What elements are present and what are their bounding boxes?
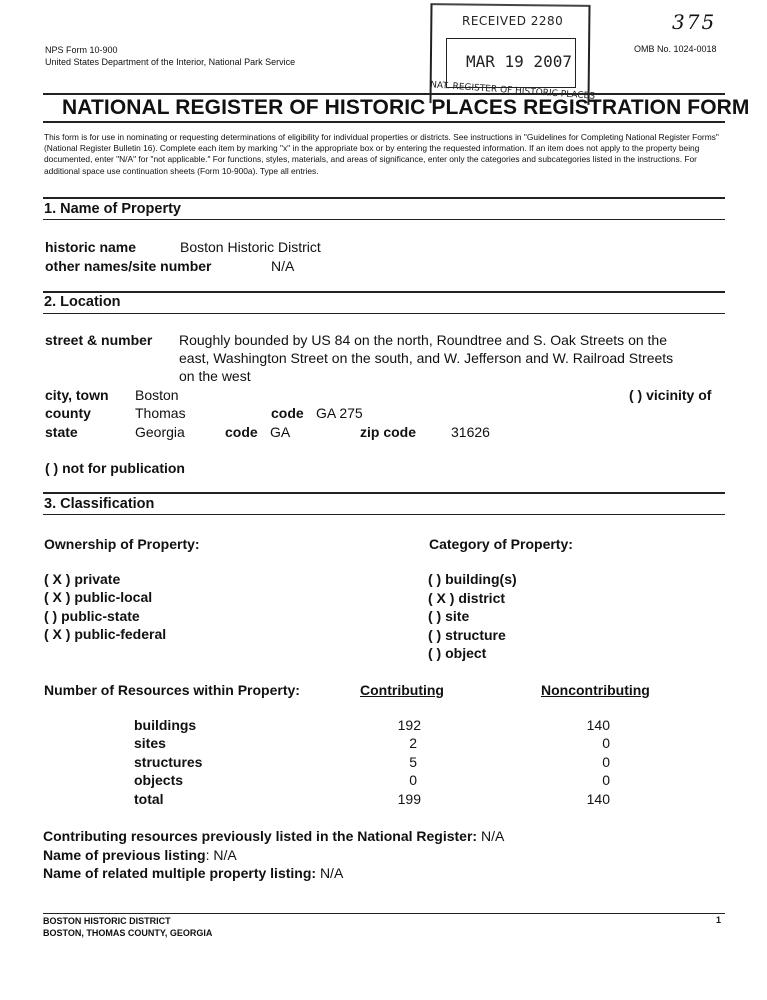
state-label: state	[45, 424, 78, 440]
state-value: Georgia	[135, 424, 185, 440]
department-name: United States Department of the Interior, National Park Service	[45, 57, 296, 67]
checkbox-mark: ( X )	[44, 589, 71, 606]
noncontributing-count: 0	[602, 735, 610, 752]
street-value	[179, 331, 673, 385]
section2-rule-top	[43, 291, 725, 293]
street-line: Roughly bounded by US 84 on the north, Roundtree and S. Oak Streets on the	[179, 332, 667, 348]
section2-heading: 2. Location	[44, 294, 121, 310]
section3-heading: 3. Classification	[44, 496, 155, 512]
historic-name-value: Boston Historic District	[180, 239, 321, 255]
noncontributing-count: 140	[586, 717, 610, 733]
resource-label: total	[134, 790, 164, 807]
contributing-count: 5	[409, 753, 417, 770]
previously-listed-value: N/A	[480, 828, 505, 844]
resources-heading: Number of Resources within Property:	[44, 682, 300, 698]
noncontributing-count: 140	[586, 790, 610, 807]
title-rule-top	[43, 93, 725, 95]
category-label: structure	[445, 626, 506, 643]
table-row	[134, 771, 634, 789]
resource-label: buildings	[134, 717, 197, 733]
ownership-heading: Ownership of Property:	[44, 536, 200, 552]
section1-rule-top	[43, 197, 725, 199]
section1-heading: 1. Name of Property	[44, 201, 181, 217]
stamp-date: MAR 19 2007	[466, 52, 572, 71]
checkbox-mark: ( )	[428, 608, 442, 624]
contributing-count: 199	[397, 790, 421, 807]
stamp-received-text: RECEIVED 2280	[462, 14, 564, 28]
category-item-structure	[428, 626, 517, 645]
checkbox-mark: ( )	[428, 645, 442, 661]
table-row	[134, 790, 634, 808]
resource-label: structures	[134, 753, 203, 770]
footer-line-2: BOSTON, THOMAS COUNTY, GEORGIA	[43, 928, 213, 938]
section3-rule-top	[43, 492, 725, 494]
street-line: on the west	[179, 368, 251, 384]
previous-listing-row: Name of previous listing: N/A	[43, 847, 237, 863]
historic-name-label: historic name	[45, 239, 137, 255]
noncontributing-count: 0	[602, 772, 610, 789]
page-title: NATIONAL REGISTER OF HISTORIC PLACES REGISTRATION FORM	[62, 96, 750, 119]
state-code-value: GA	[270, 424, 291, 440]
instructions-paragraph: This form is for use in nominating or requesting determinations of eligibility for individual properties or districts. See instructions in "Guidelines for Completing National Register Forms" (National Register Bulletin 16). Complete each item by marking "x" in the appropriate box or by entering the requested information. If an item does not apply to the property being documented, enter "N/A" for "not applicable." For functions, styles, materials, and areas of significance, enter only the categories and subcategories listed in the instructions. For additional space use continuation sheets (Form 10-900a). Type all entries.	[44, 132, 719, 176]
previously-listed-label: Contributing resources previously listed in the National Register:	[43, 828, 478, 844]
county-label: county	[45, 405, 91, 421]
zip-value: 31626	[451, 424, 490, 440]
omb-number: OMB No. 1024-0018	[634, 44, 717, 54]
category-label: district	[458, 589, 506, 606]
ownership-label: private	[74, 571, 121, 587]
ownership-label: public-local	[74, 589, 153, 606]
county-value: Thomas	[135, 405, 186, 421]
related-listing-label: Name of related multiple property listing:	[43, 865, 317, 881]
other-names-label: other names/site number	[45, 258, 212, 274]
category-item-buildings	[428, 570, 517, 589]
footer-text	[43, 915, 212, 939]
table-row	[134, 734, 634, 752]
county-code-value: GA 275	[316, 405, 363, 421]
checkbox-mark: ( )	[44, 607, 58, 624]
ownership-list	[44, 570, 166, 643]
resources-table	[134, 716, 634, 808]
previously-listed-row	[43, 827, 504, 845]
not-for-publication-checkbox: ( ) not for publication	[45, 460, 185, 476]
category-item-site	[428, 607, 517, 626]
contributing-count: 2	[409, 735, 417, 752]
category-item-district	[428, 589, 517, 608]
ownership-item-public-state	[44, 607, 166, 625]
ownership-label: public-federal	[74, 625, 167, 642]
category-item-object	[428, 644, 517, 663]
form-header	[45, 44, 295, 68]
contributing-count: 0	[409, 772, 417, 789]
county-code-label: code	[271, 405, 304, 421]
column-header-noncontributing: Noncontributing	[541, 682, 650, 698]
footer-rule	[43, 913, 725, 914]
resource-label: objects	[134, 772, 184, 789]
related-listing-value: N/A	[319, 865, 344, 881]
ownership-item-private	[44, 570, 166, 588]
section3-rule-bottom	[43, 514, 725, 515]
zip-label: zip code	[360, 424, 417, 440]
stamp-bottom-text: NAT. REGISTER OF HISTORIC PLACES	[429, 80, 596, 102]
category-label: object	[445, 645, 487, 661]
title-rule-bottom	[43, 121, 725, 123]
table-row	[134, 753, 634, 771]
previous-listing-value: N/A	[213, 847, 237, 863]
vicinity-checkbox: ( ) vicinity of	[629, 387, 712, 403]
column-header-contributing: Contributing	[360, 682, 444, 698]
table-row	[134, 716, 634, 734]
ownership-item-public-federal	[44, 625, 166, 643]
checkbox-mark: ( )	[428, 626, 442, 643]
related-listing-row	[43, 864, 343, 882]
city-value: Boston	[135, 387, 179, 403]
section1-rule-bottom	[43, 219, 725, 220]
contributing-count: 192	[397, 717, 421, 733]
other-names-value: N/A	[271, 258, 295, 274]
section2-rule-bottom	[43, 313, 725, 314]
page-number: 1	[716, 915, 722, 925]
category-label: site	[445, 608, 470, 624]
form-number: NPS Form 10-900	[45, 45, 118, 55]
checkbox-mark: ( X )	[428, 589, 455, 606]
previous-listing-label: Name of previous listing	[43, 847, 206, 863]
ownership-item-public-local	[44, 588, 166, 606]
category-label: building(s)	[445, 571, 517, 587]
footer-line-1: BOSTON HISTORIC DISTRICT	[43, 916, 171, 926]
resource-label: sites	[134, 735, 166, 752]
street-label: street & number	[45, 332, 153, 348]
checkbox-mark: ( )	[428, 571, 442, 587]
category-heading: Category of Property:	[429, 536, 573, 552]
noncontributing-count: 0	[602, 753, 610, 770]
checkbox-mark: ( X )	[44, 625, 71, 642]
ownership-label: public-state	[61, 607, 140, 624]
city-label: city, town	[45, 387, 109, 403]
category-list	[428, 570, 517, 663]
checkbox-mark: ( X )	[44, 571, 71, 587]
handwritten-number: 375	[672, 10, 717, 34]
state-code-label: code	[225, 424, 258, 440]
street-line: east, Washington Street on the south, and W. Jefferson and W. Railroad Streets	[179, 350, 674, 366]
